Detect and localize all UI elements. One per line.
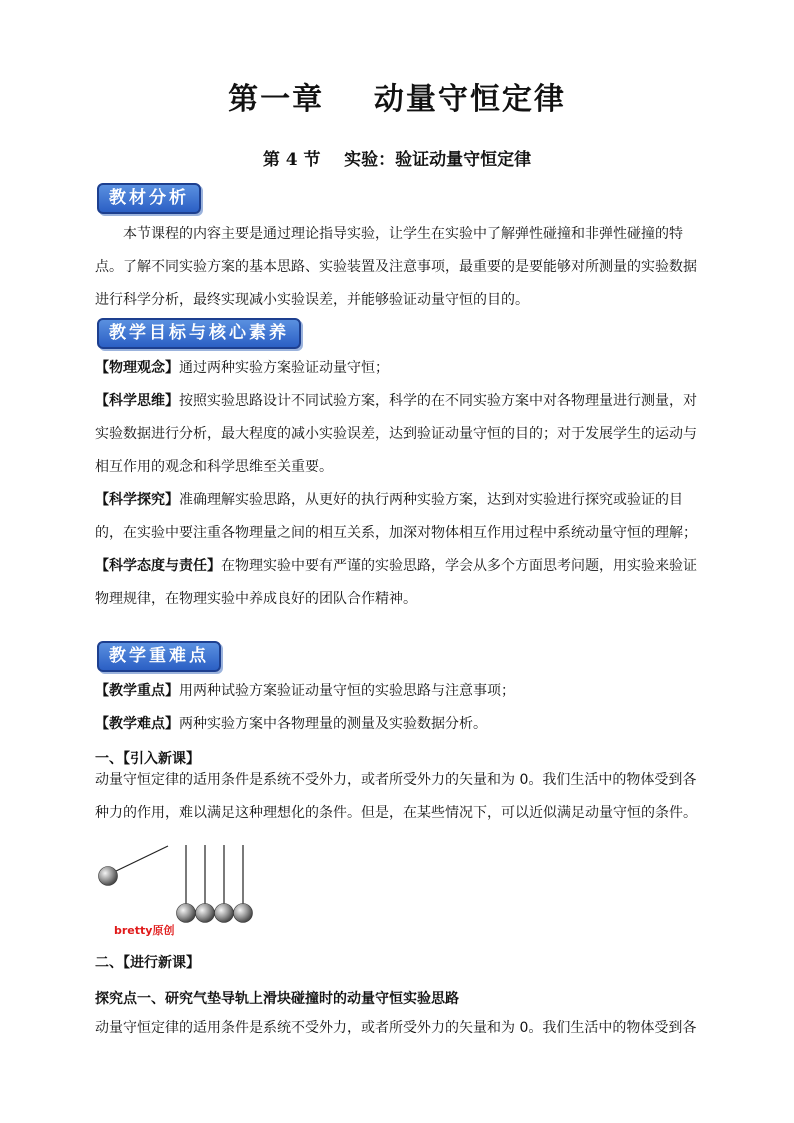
focus-text: 用两种试验方案验证动量守恒的实验思路与注意事项；: [179, 683, 515, 699]
intro-paragraph: 动量守恒定律的适用条件是系统不受外力，或者所受外力的矢量和为 0。我们生活中的物体受到各种力的作用，难以满足这种理想化的条件。但是，在某些情况下，可以近似满足动量守恒的条件。: [95, 772, 697, 821]
teaching-difficulty: [95, 708, 705, 741]
ball: [196, 904, 215, 923]
figure-watermark: [114, 922, 174, 938]
ball: [215, 904, 234, 923]
goal-label: 【物理观念】: [95, 360, 179, 376]
goals-list: [95, 352, 705, 616]
goal-item-attitude-responsibility: [95, 550, 705, 616]
goal-label: 【科学态度与责任】: [95, 558, 221, 574]
raised-ball: [99, 867, 118, 886]
goal-label: 【科学探究】: [95, 492, 179, 508]
goal-text: 按照实验思路设计不同试验方案，科学的在不同实验方案中对各物理量进行测量，对实验数据进行分析，最大程度的减小实验误差，达到验证动量守恒的目的；对于发展学生的运动与相互作用的观念和科学思维至关重要。: [95, 393, 697, 475]
ball: [234, 904, 253, 923]
section-title: 第 4 节 实验：验证动量守恒定律: [262, 150, 532, 170]
difficulty-text: 两种实验方案中各物理量的测量及实验数据分析。: [179, 716, 487, 732]
difficulty-label: 【教学难点】: [95, 716, 179, 732]
watermark-prefix: bretty: [114, 924, 153, 937]
goal-text: 在物理实验中要有严谨的实验思路，学会从多个方面思考问题，用实验来验证物理规律，在物理实验中养成良好的团队合作精神。: [95, 558, 697, 607]
focus-label: 【教学重点】: [95, 683, 179, 699]
goal-item-scientific-thinking: [95, 385, 705, 484]
goal-item-scientific-inquiry: [95, 484, 705, 550]
goal-item-physics-concept: [95, 352, 705, 385]
badge-key-points: 教学重难点: [97, 641, 221, 672]
key-points-block: [95, 675, 705, 741]
chapter-title: 第一章 动量守恒定律: [228, 82, 566, 117]
analysis-paragraph: 本节课程的内容主要是通过理论指导实验，让学生在实验中了解弹性碰撞和非弹性碰撞的特点。了解不同实验方案的基本思路、实验装置及注意事项，最重要的是要能够对所测量的实验数据进行科学分析，最终实现减小实验误差，并能够验证动量守恒的目的。: [95, 226, 697, 308]
new-lesson-paragraph: 动量守恒定律的适用条件是系统不受外力，或者所受外力的矢量和为 0。我们生活中的物体受到各: [95, 1020, 697, 1036]
watermark-suffix: 原创: [152, 924, 175, 937]
goal-text: 准确理解实验思路，从更好的执行两种实验方案，达到对实验进行探究或验证的目的，在实验中要注重各物理量之间的相互关系，加深对物体相互作用过程中系统动量守恒的理解；: [95, 492, 697, 541]
badge-teaching-goals: 教学目标与核心素养: [97, 318, 301, 349]
new-lesson-heading: 二、【进行新课】: [95, 955, 200, 971]
raised-string: [114, 846, 168, 872]
goal-text: 通过两种实验方案验证动量守恒；: [179, 360, 389, 376]
badge-textbook-analysis: 教材分析: [97, 183, 201, 214]
inquiry-point-one: 探究点一、研究气垫导轨上滑块碰撞时的动量守恒实验思路: [95, 991, 459, 1007]
ball: [177, 904, 196, 923]
teaching-focus: [95, 675, 705, 708]
intro-heading: 一、【引入新课】: [95, 751, 200, 767]
goal-label: 【科学思维】: [95, 393, 179, 409]
